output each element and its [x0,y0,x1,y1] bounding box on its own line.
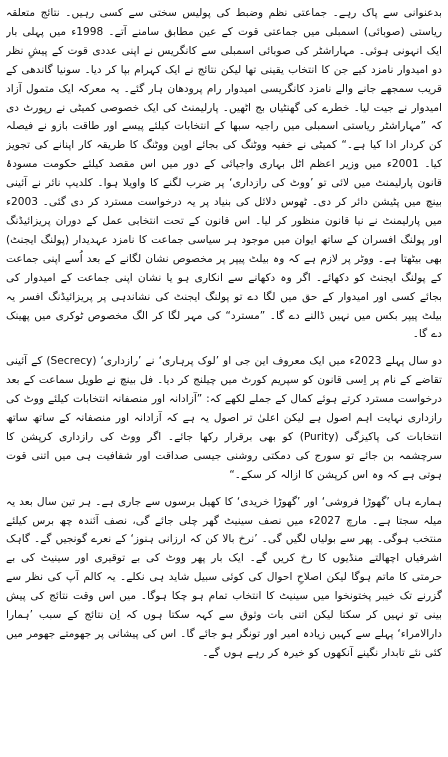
article-paragraph: بدعنوانی سے پاک رہے۔ جماعتی نظم وضبط کی پولیس سختی سے کسی رہیں۔ نتائج متعلقہ ریاستی (صوبائی) اسمبلی میں جماعتی قوت کے عین مطابق سامنے آتے۔ 1998ء میں پہلی بار ایک انہونی ہوئی۔ مہاراشٹر کی صوبائی اسمبلی سے کانگریس نے اپنی عددی قوت کے پیشِ نظر دو امیدوار نامزد کیے جن کا انتخاب یقینی تھا لیکن نتائج نے ایک کہرام بپا کر دیا۔ سونیا گاندھی کے قریب سمجھے جانے والے نامزد کانگریسی امیدوار رام پرودھان ہار گئے۔ یہ معرکہ ایک متمول آزاد امیدوار نے جیت لیا۔ خطرے کی گھنٹیاں بج اٹھیں۔ پارلیمنٹ کی ایک خصوصی کمیٹی نے رپورٹ دی کہ ”مہاراشٹر ریاستی اسمبلی میں راجیہ سبھا کے انتخابات کیلئے پیسے اور طاقت بازو نے فیصلہ کن کردار ادا کیا ہے۔“ کمیٹی نے خفیہ ووٹنگ کی بجائے اوپن ووٹنگ کا طریقہ کار اپنانے کی تجویز کیا۔ 2001ء میں وزیر اعظم اٹل بہاری واجپائی کے دور میں اس مقصد کیلئے حکومت مسودۂ قانون پارلیمنٹ میں لائی تو ’ووٹ کی رازداری‘ پر ضرب لگنے کا واویلا ہوا۔ کلدیپ نائر نے آئینی بینچ میں پٹیشن دائر کر دی۔ ٹھوس دلائل کی بنیاد پر یہ درخواست مسترد کر دی گئی۔ 2003ء میں پارلیمنٹ نے نیا قانون منظور کر لیا۔ اس قانون کے تحت انتخابی عمل کے دوران پریزائیڈنگ اور پولنگ افسران کے ساتھ ایوان میں موجود ہر سیاسی جماعت کا نامزد عہدیدار (پولنگ ایجنٹ) بھی بیٹھتا ہے۔ ووٹر پر لازم ہے کہ وہ بیلٹ پیپر پر مخصوص نشان لگانے کے بعد اُسے اپنی جماعت کے پولنگ ایجنٹ کو دکھائے۔ اگر وہ دکھانے سے انکاری ہو یا نشان اپنی جماعت کے امیدوار کی بجائے کسی اور امیدوار کے حق میں لگا دے تو پولنگ ایجنٹ کی نشاندہی پر پریزائیڈنگ افسر یہ بیلٹ پیپر بکس میں نہیں ڈالنے دے گا۔ ”مسترد“ کی مہر لگا کر الگ مخصوص ٹوکری میں پھینک دے گا۔ [6,7,442,341]
article-paragraph: ہمارے ہاں ’گھوڑا فروشی‘ اور ’گھوڑا خریدی‘ کا کھیل برسوں سے جاری ہے۔ ہر تین سال بعد یہ میلہ سجتا ہے۔ مارچ 2027ء میں نصف سینیٹ گھر چلی جائے گی، نصف آئندہ چھ برس کیلئے منتخب ہوگی۔ پھر سے بولیاں لگیں گی۔ ’نرخ بالا کن کہ ارزانی ہنوز‘ کے نعرے گونجیں گے۔ گاہک اشرفیاں اچھالتے منڈیوں کا رخ کریں گے۔ ایک بار پھر ووٹ کی بے توقیری اور سینیٹ کی بے حرمتی کا ماتم ہوگا لیکن اصلاحِ احوال کی کوئی سبیل شاید ہی نکلے۔ یہ کالم آپ کی نظر سے گزرنے تک خیبر پختونخوا میں سینیٹ کا انتخاب تمام ہو چکا ہوگا۔ میں اس وقت نتائج کی پیش بینی تو نہیں کر سکتا لیکن اتنی بات وثوق سے کہہ سکتا ہوں کہ اِن نتائج کے سبب ’ہمارا دارالامراء‘ پہلے سے کہیں زیادہ امیر اور تونگر ہو جائے گا۔ اس کی پیشانی پر جھومتے جھومر میں کئی نئے تابدار نگینے آنکھوں کو خیرہ کر رہے ہوں گے۔ [6,495,442,659]
article-column [6,4,442,753]
article-paragraph: دو سال پہلے 2023ء میں ایک معروف این جی او ’لوک پرہاری‘ نے ’رازداری‘ (Secrecy) کے آئینی تقاضے کے نام پر اِسی قانون کو سپریم کورٹ میں چیلنج کر دیا۔ فل بینچ نے طویل سماعت کے بعد درخواست مسترد کرتے ہوئے کمال کے جملے لکھے کہ: ”آزادانہ اور منصفانہ انتخابات کیلئے ووٹ کی رازداری نہایت اہم اصول ہے لیکن اعلیٰ تر اصول یہ ہے کہ آزادانہ اور منصفانہ کے ساتھ ساتھ انتخابات کی پاکیزگی (Purity) کو بھی برقرار رکھا جائے۔ اگر ووٹ کی رازداری کرپشن کا سرچشمہ بن جائے تو سورج کی دمکتی روشنی جیسی صداقت اور شفافیت ہی میں اتنی قوت ہوتی ہے کہ وہ اس کرپشن کا ازالہ کر سکے۔“ [6,355,442,481]
